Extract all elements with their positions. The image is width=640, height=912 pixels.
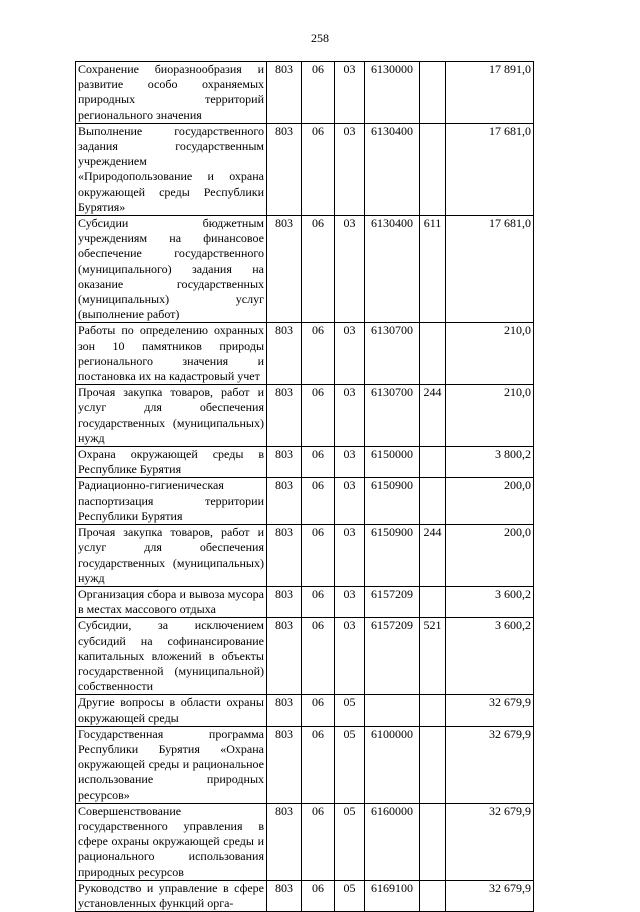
row-pr-cell: 03 bbox=[335, 447, 365, 478]
row-name-cell: Прочая закупка товаров, работ и услуг для обеспечения государственных (муниципальных) нужд bbox=[76, 385, 267, 447]
row-rz-cell: 06 bbox=[302, 726, 335, 803]
row-vr-cell bbox=[420, 803, 446, 880]
row-vr-cell bbox=[420, 447, 446, 478]
row-gr-cell: 803 bbox=[267, 618, 302, 695]
row-sum-cell: 32 679,9 bbox=[446, 695, 534, 726]
row-gr-cell: 803 bbox=[267, 447, 302, 478]
row-cs-cell bbox=[365, 695, 420, 726]
row-name-cell: Радиационно-гигиеническая паспортизация территории Республики Бурятия bbox=[76, 478, 267, 525]
table-row bbox=[76, 726, 534, 803]
row-name-cell: Охрана окружающей среды в Республике Бурятия bbox=[76, 447, 267, 478]
table-row bbox=[76, 478, 534, 525]
row-sum-cell: 32 679,9 bbox=[446, 726, 534, 803]
row-sum-cell: 17 891,0 bbox=[446, 62, 534, 124]
row-sum-cell: 200,0 bbox=[446, 478, 534, 525]
row-vr-cell bbox=[420, 586, 446, 617]
row-cs-cell: 6157209 bbox=[365, 618, 420, 695]
row-cs-cell: 6130000 bbox=[365, 62, 420, 124]
row-rz-cell: 06 bbox=[302, 385, 335, 447]
table-row bbox=[76, 525, 534, 587]
row-name-cell: Выполнение государственного задания государственным учреждением «Природопользование и охрана окружающей среды Республики Бурятия» bbox=[76, 123, 267, 215]
row-sum-cell: 210,0 bbox=[446, 385, 534, 447]
table-row bbox=[76, 880, 534, 911]
row-vr-cell bbox=[420, 62, 446, 124]
row-name-cell: Руководство и управление в сфере установленных функций орга- bbox=[76, 880, 267, 911]
row-cs-cell: 6160000 bbox=[365, 803, 420, 880]
table-row bbox=[76, 586, 534, 617]
row-name-cell: Прочая закупка товаров, работ и услуг для обеспечения государственных (муниципальных) нужд bbox=[76, 525, 267, 587]
row-gr-cell: 803 bbox=[267, 525, 302, 587]
row-cs-cell: 6100000 bbox=[365, 726, 420, 803]
row-rz-cell: 06 bbox=[302, 525, 335, 587]
row-rz-cell: 06 bbox=[302, 447, 335, 478]
row-cs-cell: 6157209 bbox=[365, 586, 420, 617]
table-row bbox=[76, 216, 534, 323]
row-rz-cell: 06 bbox=[302, 216, 335, 323]
row-pr-cell: 03 bbox=[335, 385, 365, 447]
row-cs-cell: 6169100 bbox=[365, 880, 420, 911]
row-gr-cell: 803 bbox=[267, 62, 302, 124]
page-number: 258 bbox=[311, 31, 329, 45]
row-vr-cell bbox=[420, 695, 446, 726]
table-row bbox=[76, 447, 534, 478]
row-vr-cell bbox=[420, 880, 446, 911]
row-gr-cell: 803 bbox=[267, 695, 302, 726]
row-cs-cell: 6150900 bbox=[365, 478, 420, 525]
table-row bbox=[76, 618, 534, 695]
table-row bbox=[76, 385, 534, 447]
row-gr-cell: 803 bbox=[267, 726, 302, 803]
table-row bbox=[76, 695, 534, 726]
row-name-cell: Субсидии, за исключением субсидий на софинансирование капитальных вложений в объекты государственной (муниципальной) собственности bbox=[76, 618, 267, 695]
row-rz-cell: 06 bbox=[302, 323, 335, 385]
row-pr-cell: 05 bbox=[335, 880, 365, 911]
table-row bbox=[76, 803, 534, 880]
row-gr-cell: 803 bbox=[267, 123, 302, 215]
row-pr-cell: 03 bbox=[335, 618, 365, 695]
row-cs-cell: 6150000 bbox=[365, 447, 420, 478]
row-pr-cell: 03 bbox=[335, 478, 365, 525]
row-vr-cell bbox=[420, 478, 446, 525]
row-rz-cell: 06 bbox=[302, 618, 335, 695]
row-pr-cell: 05 bbox=[335, 803, 365, 880]
row-cs-cell: 6150900 bbox=[365, 525, 420, 587]
row-sum-cell: 17 681,0 bbox=[446, 123, 534, 215]
row-sum-cell: 3 800,2 bbox=[446, 447, 534, 478]
row-gr-cell: 803 bbox=[267, 323, 302, 385]
row-sum-cell: 210,0 bbox=[446, 323, 534, 385]
row-rz-cell: 06 bbox=[302, 880, 335, 911]
row-gr-cell: 803 bbox=[267, 586, 302, 617]
row-cs-cell: 6130700 bbox=[365, 323, 420, 385]
row-name-cell: Организация сбора и вывоза мусора в местах массового отдыха bbox=[76, 586, 267, 617]
row-name-cell: Сохранение биоразнообразия и развитие особо охраняемых природных территорий регионального значения bbox=[76, 62, 267, 124]
row-sum-cell: 3 600,2 bbox=[446, 586, 534, 617]
row-gr-cell: 803 bbox=[267, 880, 302, 911]
row-rz-cell: 06 bbox=[302, 62, 335, 124]
row-name-cell: Субсидии бюджетным учреждениям на финансовое обеспечение государственного (муниципального) задания на оказание государственных (муниципальных) услуг (выполнение работ) bbox=[76, 216, 267, 323]
row-vr-cell: 611 bbox=[420, 216, 446, 323]
table-row bbox=[76, 323, 534, 385]
row-rz-cell: 06 bbox=[302, 123, 335, 215]
row-vr-cell bbox=[420, 323, 446, 385]
row-vr-cell: 521 bbox=[420, 618, 446, 695]
row-pr-cell: 05 bbox=[335, 726, 365, 803]
row-sum-cell: 32 679,9 bbox=[446, 803, 534, 880]
row-pr-cell: 03 bbox=[335, 123, 365, 215]
row-cs-cell: 6130400 bbox=[365, 123, 420, 215]
row-pr-cell: 03 bbox=[335, 525, 365, 587]
row-vr-cell bbox=[420, 123, 446, 215]
row-gr-cell: 803 bbox=[267, 478, 302, 525]
row-pr-cell: 05 bbox=[335, 695, 365, 726]
row-vr-cell bbox=[420, 726, 446, 803]
row-pr-cell: 03 bbox=[335, 62, 365, 124]
row-name-cell: Государственная программа Республики Бурятия «Охрана окружающей среды и рациональное использование природных ресурсов» bbox=[76, 726, 267, 803]
row-vr-cell: 244 bbox=[420, 525, 446, 587]
row-name-cell: Работы по определению охранных зон 10 памятников природы регионального значения и постановка их на кадастровый учет bbox=[76, 323, 267, 385]
row-rz-cell: 06 bbox=[302, 803, 335, 880]
row-name-cell: Другие вопросы в области охраны окружающей среды bbox=[76, 695, 267, 726]
table-row bbox=[76, 62, 534, 124]
row-rz-cell: 06 bbox=[302, 695, 335, 726]
row-name-cell: Совершенствование государственного управления в сфере охраны окружающей среды и рационального использования природных ресурсов bbox=[76, 803, 267, 880]
row-rz-cell: 06 bbox=[302, 586, 335, 617]
row-pr-cell: 03 bbox=[335, 323, 365, 385]
row-sum-cell: 32 679,9 bbox=[446, 880, 534, 911]
row-rz-cell: 06 bbox=[302, 478, 335, 525]
row-sum-cell: 200,0 bbox=[446, 525, 534, 587]
row-vr-cell: 244 bbox=[420, 385, 446, 447]
row-gr-cell: 803 bbox=[267, 216, 302, 323]
row-cs-cell: 6130400 bbox=[365, 216, 420, 323]
row-pr-cell: 03 bbox=[335, 216, 365, 323]
row-sum-cell: 17 681,0 bbox=[446, 216, 534, 323]
row-pr-cell: 03 bbox=[335, 586, 365, 617]
budget-table bbox=[75, 61, 534, 912]
row-gr-cell: 803 bbox=[267, 803, 302, 880]
row-sum-cell: 3 600,2 bbox=[446, 618, 534, 695]
row-gr-cell: 803 bbox=[267, 385, 302, 447]
row-cs-cell: 6130700 bbox=[365, 385, 420, 447]
table-row bbox=[76, 123, 534, 215]
